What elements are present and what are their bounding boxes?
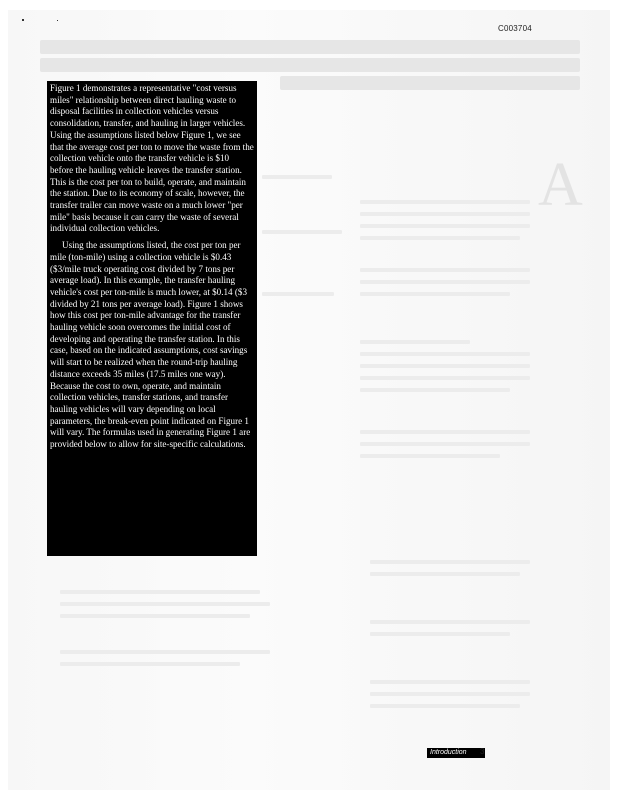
faded-text-line xyxy=(360,388,510,392)
document-id: C003704 xyxy=(498,24,532,33)
faded-text-line xyxy=(360,454,500,458)
scan-speck xyxy=(57,20,58,21)
faded-text-line xyxy=(360,236,520,240)
faded-text-line xyxy=(360,352,530,356)
faded-text-line xyxy=(60,590,260,594)
faded-text-line xyxy=(360,364,530,368)
faded-heading-line xyxy=(280,76,580,90)
faded-drop-cap: A xyxy=(538,151,583,219)
paragraph-2: Using the assumptions listed, the cost per ton per mile (ton-mile) using a collection vehicle is $0.43 ($3/mile truck operating cost divided by 7 tons per average load). In this example, the transfer hauling vehicle's cost per ton-mile is much lower, at $0.14 ($3 divided by 21 tons per average load). Figure 1 shows how this cost per ton-mile advantage for the transfer hauling vehicle soon overcomes the initial cost of developing and operating the transfer station. In this case, based on the indicated assumptions, cost savings will start to be realized when the round-trip hauling distance exceeds 35 miles (17.5 miles one way). Because the cost to own, operate, and maintain collection vehicles, transfer stations, and transfer hauling vehicles will vary depending on local parameters, the break-even point indicated on Figure 1 will vary. The formulas used in generating Figure 1 are provided below to allow for site-specific calculations. xyxy=(50,240,251,450)
faded-text-line xyxy=(360,200,530,204)
faded-text-line xyxy=(370,632,510,636)
faded-text-line xyxy=(370,680,530,684)
highlighted-text-block xyxy=(47,81,257,556)
faded-text-line xyxy=(262,292,334,296)
faded-text-line xyxy=(360,292,510,296)
scan-speck xyxy=(22,19,24,21)
paragraph-1: Figure 1 demonstrates a representative "cost versus miles" relationship between direct hauling waste to disposal facilities in collection vehicles versus consolidation, transfer, and hauling in larger vehicles. Using the assumptions listed below Figure 1, we see that the average cost per ton to move the waste from the collection vehicle onto the transfer vehicle is $10 before the hauling vehicle leaves the transfer station. This is the cost per ton to build, operate, and maintain the station. Due to its economy of scale, however, the transfer trailer can move waste on a much lower "per mile" basis because it can carry the waste of several individual collection vehicles. xyxy=(50,83,254,234)
faded-text-line xyxy=(370,692,530,696)
faded-text-line xyxy=(60,614,250,618)
faded-text-line xyxy=(360,280,530,284)
faded-text-line xyxy=(370,620,530,624)
faded-text-line xyxy=(360,376,530,380)
faded-text-line xyxy=(60,662,240,666)
faded-text-line xyxy=(262,230,342,234)
faded-text-line xyxy=(360,224,530,228)
faded-text-line xyxy=(370,704,520,708)
faded-text-line xyxy=(370,572,520,576)
faded-heading-line xyxy=(40,58,580,72)
faded-text-line xyxy=(262,175,332,179)
faded-text-line xyxy=(360,212,530,216)
faded-text-line xyxy=(360,340,470,344)
faded-text-line xyxy=(60,650,270,654)
faded-text-line xyxy=(360,430,530,434)
faded-text-line xyxy=(60,602,270,606)
faded-text-line xyxy=(360,442,530,446)
page-number: 3 xyxy=(480,747,485,756)
faded-text-line xyxy=(370,560,530,564)
faded-text-line xyxy=(360,268,530,272)
footer-section-label: Introduction xyxy=(427,748,485,758)
faded-heading-line xyxy=(40,40,580,54)
